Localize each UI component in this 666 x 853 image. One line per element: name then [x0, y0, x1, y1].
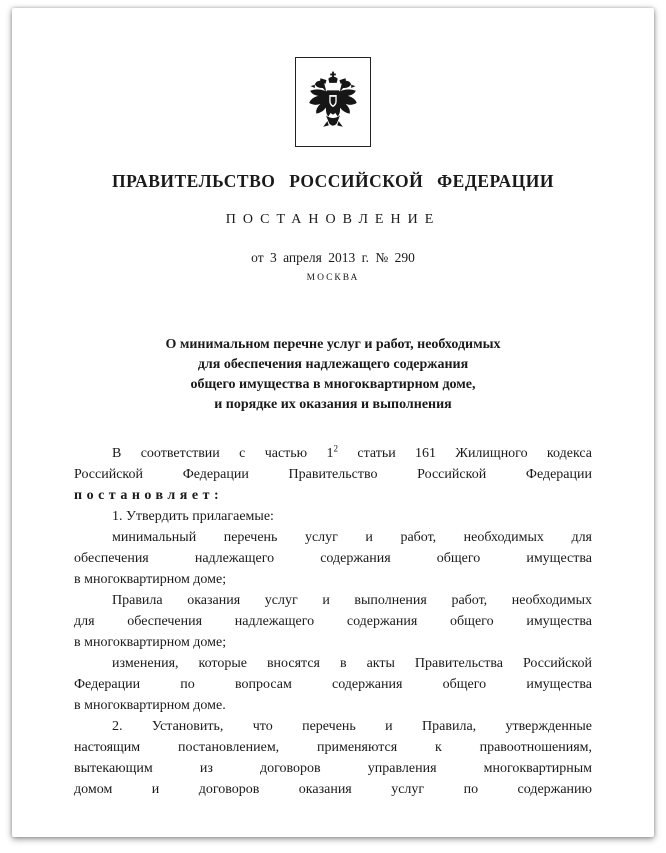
text-line: Российской Федерации Правительство Российской Федерации	[74, 467, 592, 482]
city-label: МОСКВА	[306, 273, 360, 283]
text-line: минимальный перечень услуг и работ, необходимых для	[112, 530, 592, 545]
text-line: 1. Утвердить прилагаемые:	[112, 509, 274, 524]
document-title	[74, 335, 592, 415]
document-page	[12, 8, 654, 837]
title-line: и порядке их оказания и выполнения	[214, 397, 452, 412]
title-line: О минимальном перечне услуг и работ, необходимых	[165, 337, 501, 352]
document-type: ПОСТАНОВЛЕНИЕ	[225, 212, 441, 227]
document-body	[74, 443, 592, 800]
text-line: для обеспечения надлежащего содержания общего имущества	[74, 614, 592, 629]
text-line: 2. Установить, что перечень и Правила, утвержденные	[112, 719, 592, 734]
decree-verb-emphasis: постановляет:	[74, 488, 224, 503]
title-line: для обеспечения надлежащего содержания	[197, 357, 469, 372]
text-line: в многоквартирном доме;	[74, 572, 227, 587]
text-line: Федерации по вопросам содержания общего имущества	[74, 677, 592, 692]
russian-coat-of-arms-icon	[305, 71, 361, 133]
text-line: вытекающим из договоров управления многоквартирным	[74, 761, 592, 776]
text-line: обеспечения надлежащего содержания общего имущества	[74, 551, 592, 566]
title-line: общего имущества в многоквартирном доме,	[190, 377, 476, 392]
coat-of-arms-frame	[295, 57, 371, 147]
text-line: настоящим постановлением, применяются к правоотношениям,	[74, 740, 592, 755]
text-line: домом и договоров оказания услуг по содержанию	[74, 782, 592, 797]
intro-text-before-sup: В соответствии с частью 1	[112, 446, 334, 461]
text-line	[74, 485, 592, 506]
issuing-authority-title: ПРАВИТЕЛЬСТВО РОССИЙСКОЙ ФЕДЕРАЦИИ	[112, 171, 554, 191]
superscript-index: 2	[333, 443, 338, 454]
text-line: Правила оказания услуг и выполнения работ, необходимых	[112, 593, 592, 608]
text-line	[74, 443, 592, 464]
intro-text-after-sup: статьи 161 Жилищного кодекса	[338, 446, 593, 461]
text-line: в многоквартирном доме.	[74, 698, 226, 713]
date-and-number: от 3 апреля 2013 г. № 290	[251, 250, 415, 265]
text-line: изменения, которые вносятся в акты Правительства Российской	[112, 656, 592, 671]
text-line: в многоквартирном доме;	[74, 635, 227, 650]
